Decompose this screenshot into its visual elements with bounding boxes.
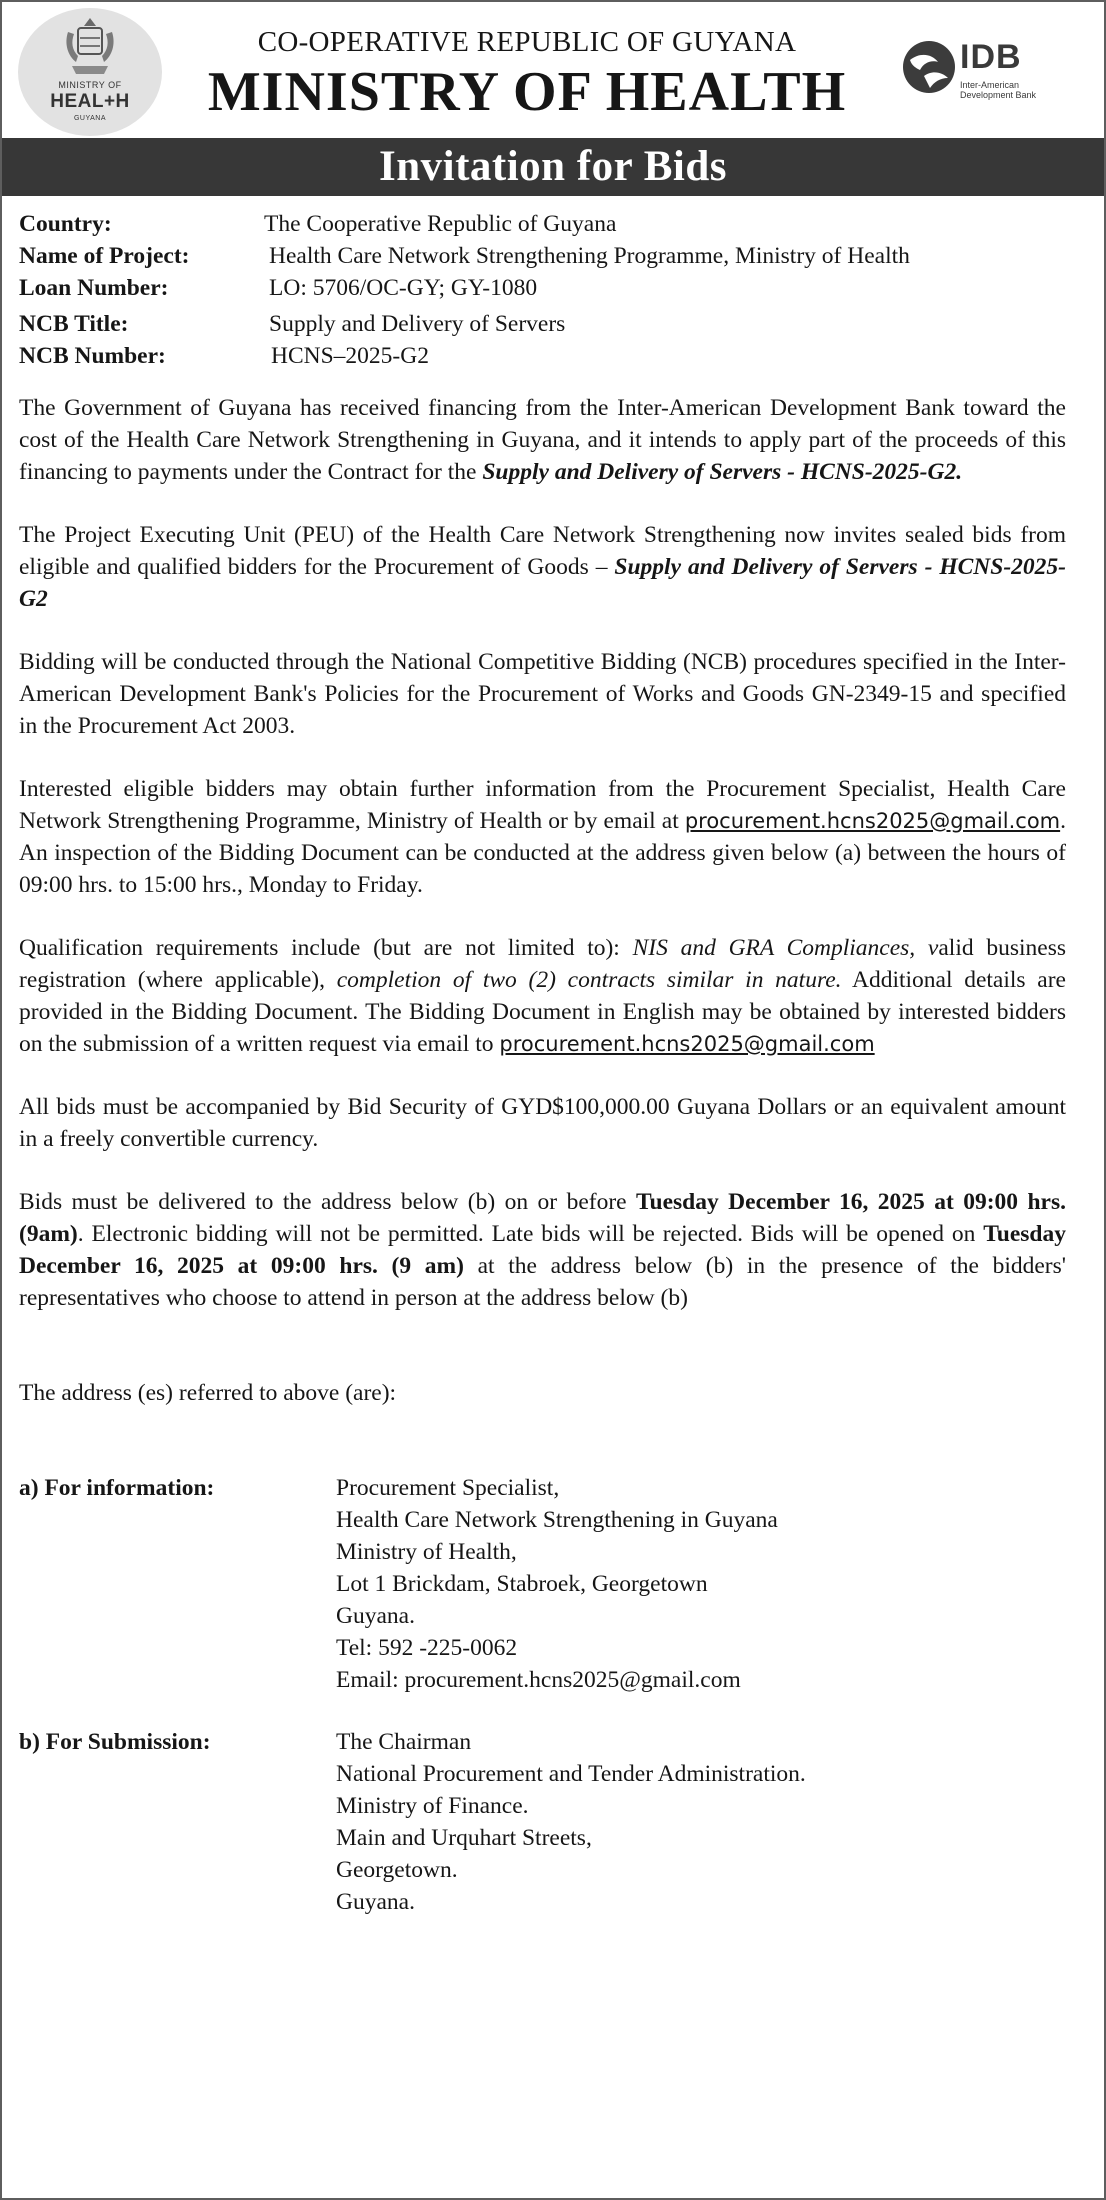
financing-contract-name: Supply and Delivery of Servers - HCNS-2025-G2. [482,459,963,485]
idb-logo [902,38,1092,118]
idb-full-name [960,80,1090,100]
paragraph-bid-security: All bids must be accompanied by Bid Security of GYD$100,000.00 Guyana Dollars or an equivalent amount in a freely convertible currency. [19,1094,1066,1152]
idb-name-line-1: Inter-American [960,80,1020,90]
ministry-heading: MINISTRY OF HEALTH [207,61,847,123]
header [2,2,1104,138]
idb-name-line-2: Development Bank [960,90,1037,100]
invitation-text: The Project Executing Unit (PEU) of the Health Care Network Strengthening now invites sealed bids from eligible and qualified bidders for the Procurement of Goods – [19,522,1066,580]
invitation-title-bar: Invitation for Bids [2,138,1104,196]
submission-deadline: Tuesday December 16, 2025 at 09:00 hrs. (9am) [19,1189,1066,1247]
logo-text-ministry-of: MINISTRY OF [58,80,122,90]
project-value: Health Care Network Strengthening Programme, Ministry of Health [269,243,910,269]
financing-text: The Government of Guyana has received financing from the Inter-American Development Bank toward the cost of the Health Care Network Strengthening in Guyana, and it intends to apply part of the proceeds of this financing to payments under the Contract for the [19,395,1066,485]
paragraph-information [19,773,1066,901]
ncb-title-value: Supply and Delivery of Servers [269,311,566,337]
address-line: Ministry of Health, [336,1539,517,1565]
project-label: Name of Project: [19,243,190,269]
address-line: Georgetown. [336,1857,458,1883]
address-information [19,1472,1066,1696]
information-text-b: . An inspection of the Bidding Document can be conducted at the address given below (a) between the hours of 09:00 hrs. to 15:00 hrs., Monday to Friday. [19,808,1066,898]
country-heading: CO-OPERATIVE REPUBLIC OF GUYANA [257,26,797,58]
paragraph-procedures: Bidding will be conducted through the National Competitive Bidding (NCB) procedures specified in the Inter-American Development Bank's Policies for the Procurement of Works and Goods GN-2349-15 and specified in the Procurement Act 2003. [19,649,1066,739]
addresses-intro: The address (es) referred to above (are): [19,1380,397,1406]
address-line: The Chairman [336,1729,472,1755]
address-submission-label: b) For Submission: [19,1729,211,1755]
qualification-compliances: NIS and GRA Compliances, v [632,935,939,961]
address-line: Guyana. [336,1889,415,1915]
request-email-link[interactable]: procurement.hcns2025@gmail.com [499,1032,875,1056]
procurement-email-link[interactable]: procurement.hcns2025@gmail.com [684,809,1061,833]
opening-date: Tuesday December 16, 2025 at 09:00 hrs. (9 am) [19,1221,1066,1279]
qualification-text-a: Qualification requirements include (but are not limited to): [19,935,633,961]
address-line: Ministry of Finance. [336,1793,529,1819]
logo-text-guyana: GUYANA [73,115,107,122]
paragraph-invitation [19,519,1066,615]
notice-body [2,196,1104,1918]
ncb-number-label: NCB Number: [19,343,166,369]
deadline-text-b: . Electronic bidding will not be permitted. Late bids will be rejected. Bids will be opened on [77,1221,984,1247]
loan-label: Loan Number: [19,275,169,301]
ncb-title-label: NCB Title: [19,311,129,337]
deadline-text-a: Bids must be delivered to the address below (b) on or before [19,1189,637,1215]
address-line: Tel: 592 -225-0062 [336,1635,518,1661]
qualification-text-c: Additional details are provided in the Bidding Document. The Bidding Document in English may be obtained by interested bidders on the submission of a written request via email to [19,967,1066,1057]
ministry-of-health-logo [18,8,162,136]
ncb-number-value: HCNS–2025-G2 [271,343,429,369]
address-line: Guyana. [336,1603,415,1629]
address-information-lines [336,1472,1066,1696]
paragraph-qualification [19,932,1066,1060]
address-email: Email: procurement.hcns2025@gmail.com [336,1667,741,1693]
address-line: National Procurement and Tender Administration. [336,1761,806,1787]
information-text-a: Interested eligible bidders may obtain further information from the Procurement Specialist, Health Care Network Strengthening Programme, Ministry of Health or by email at [19,776,1066,834]
address-submission-lines [336,1726,1066,1918]
invitation-contract-name: Supply and Delivery of Servers - HCNS-2025-G2 [19,554,1066,612]
idb-globe-icon [902,40,956,94]
address-line: Lot 1 Brickdam, Stabroek, Georgetown [336,1571,708,1597]
deadline-text-c: at the address below (b) in the presence of the bidders' representatives who choose to attend in person at the address below (b) [19,1253,1067,1311]
coat-of-arms-icon [62,16,118,78]
paragraph-deadline [19,1186,1066,1314]
paragraph-financing [19,392,1066,488]
loan-value: LO: 5706/OC-GY; GY-1080 [269,275,538,301]
address-line: Main and Urquhart Streets, [336,1825,592,1851]
country-label: Country: [19,211,112,237]
address-information-label: a) For information: [19,1475,215,1501]
logo-text-health: HEAL+H [50,91,130,112]
qualification-text-b: alid business registration (where applicable), [19,935,1066,993]
project-info-table [19,208,1066,372]
address-submission [19,1726,1066,1918]
address-line: Health Care Network Strengthening in Guyana [336,1507,778,1533]
idb-letters: IDB [960,38,1022,76]
qualification-contracts: completion of two (2) contracts similar in nature. [336,967,842,993]
address-line: Procurement Specialist, [336,1475,560,1501]
country-value: The Cooperative Republic of Guyana [264,211,617,237]
